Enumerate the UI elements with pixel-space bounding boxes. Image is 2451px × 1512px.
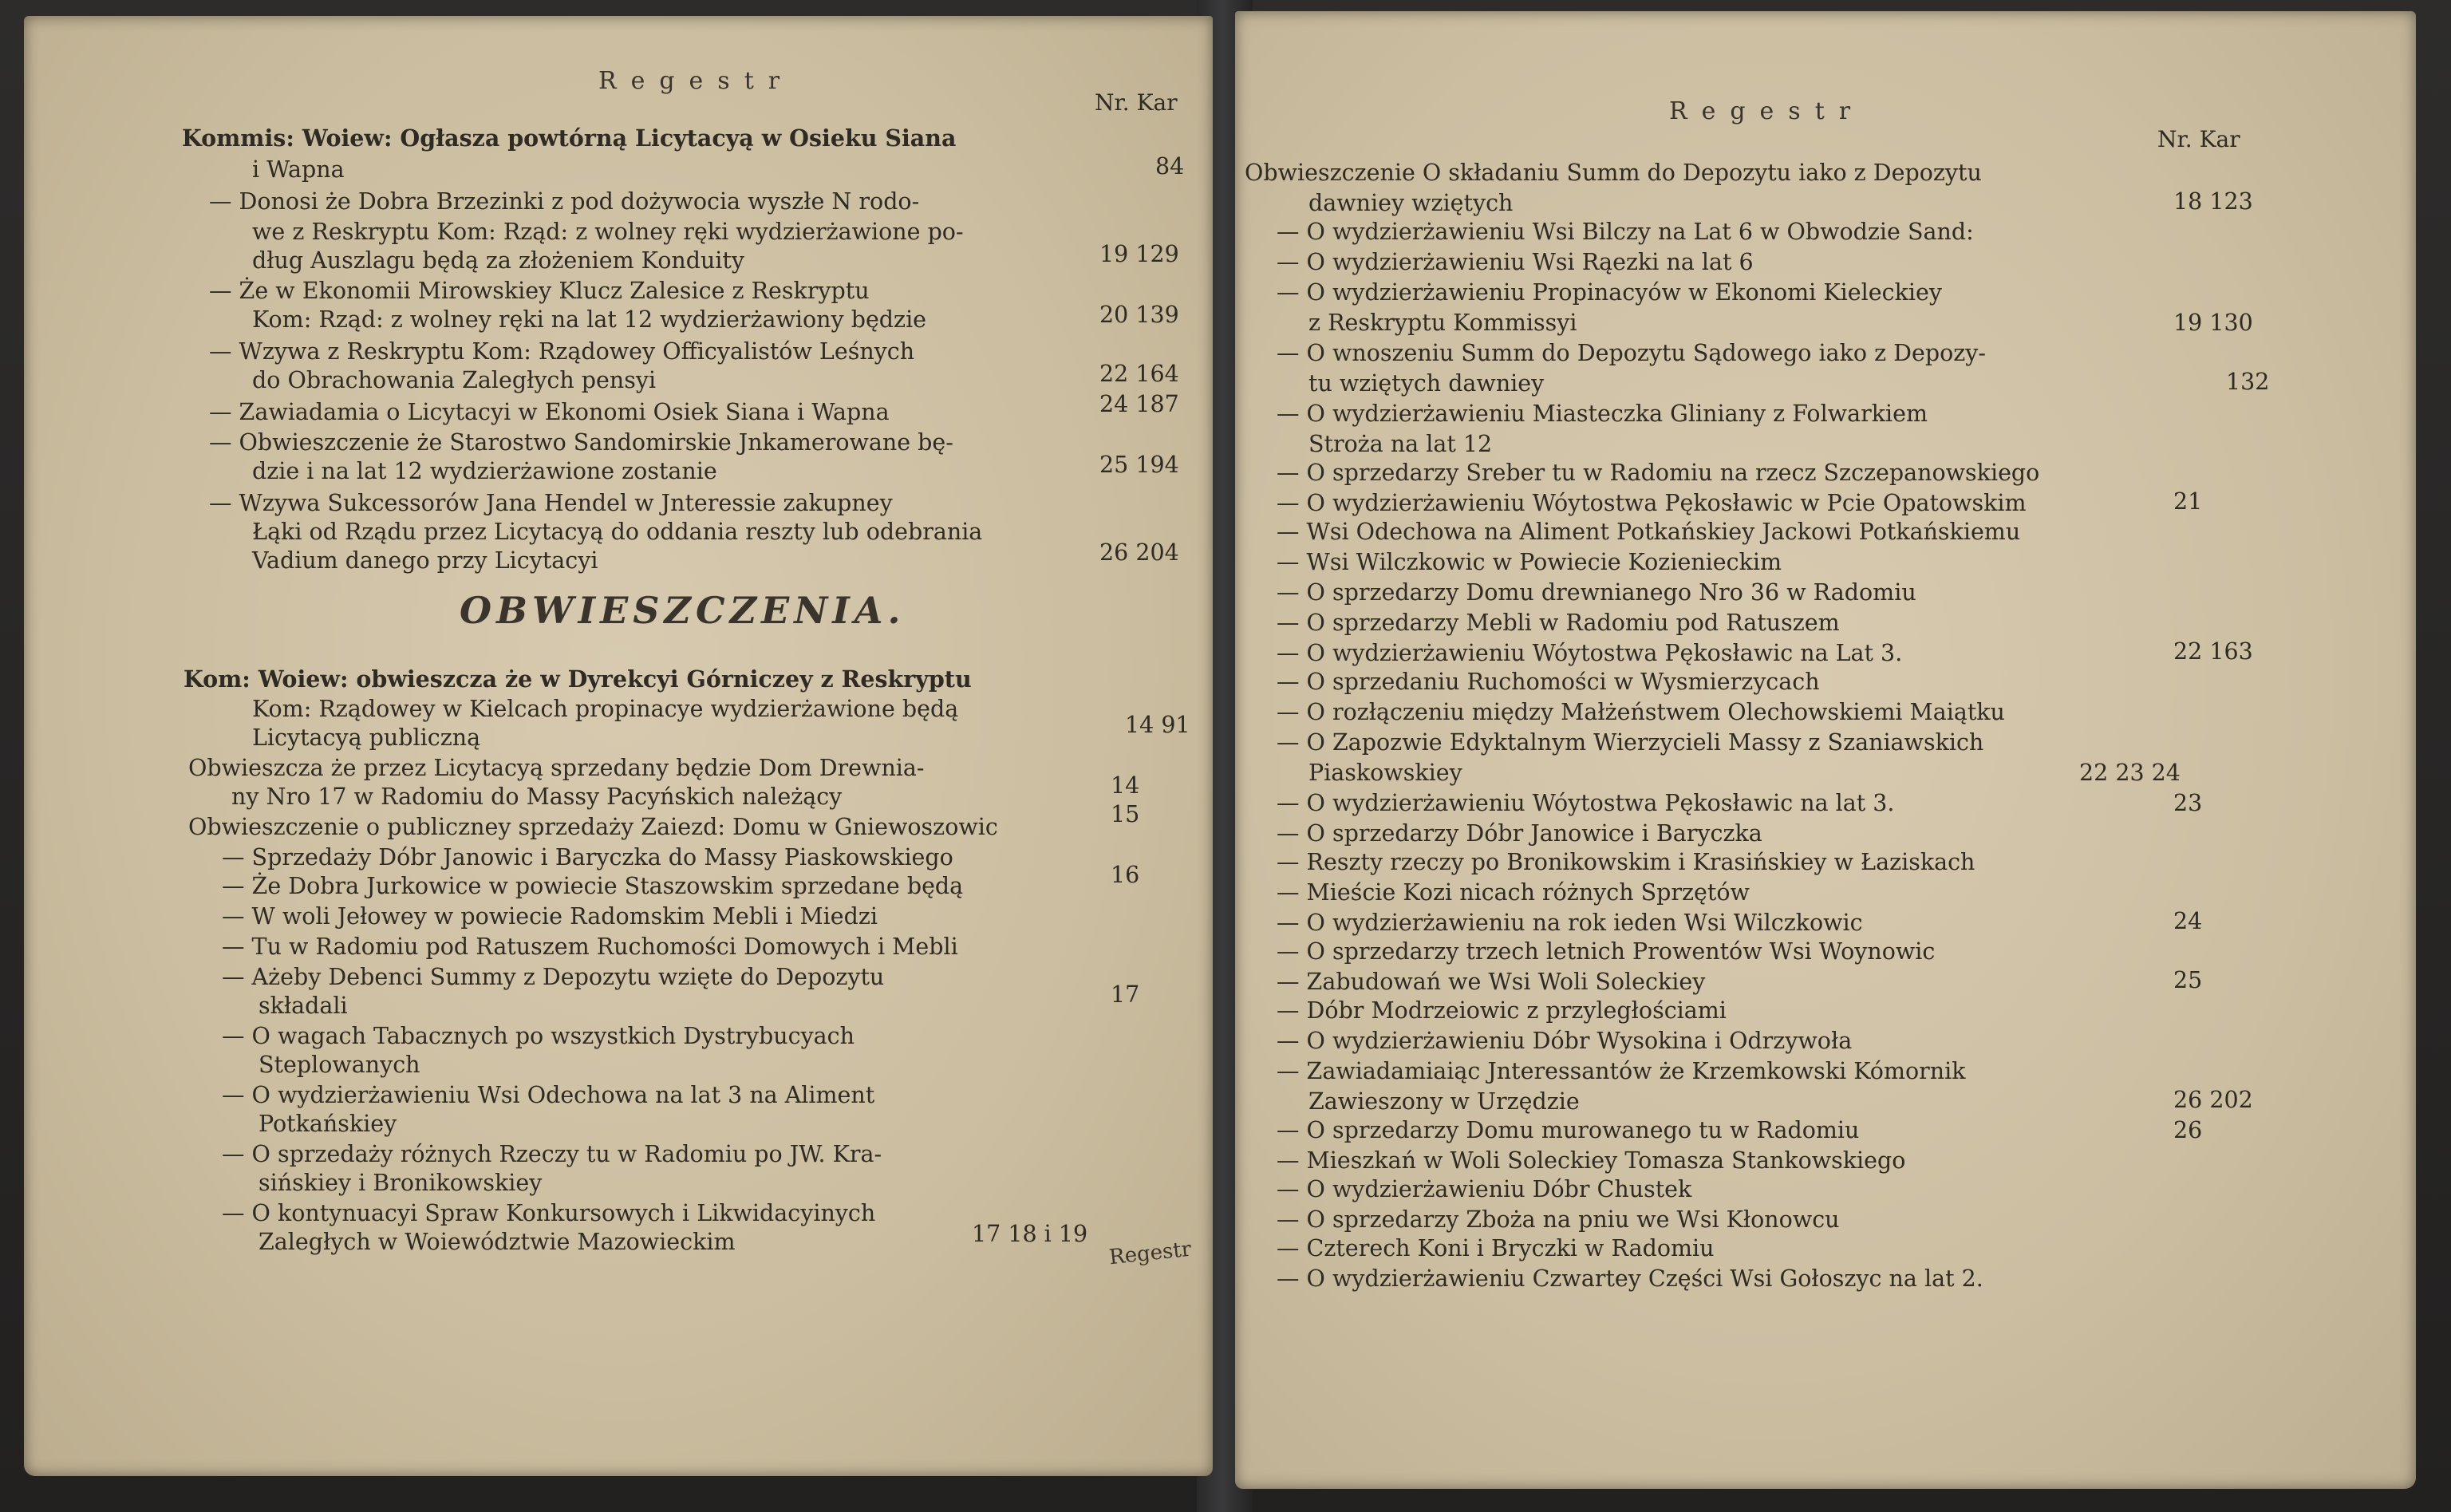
entry-line: — Ażeby Debenci Summy z Depozytu wzięte do Depozytu bbox=[222, 964, 885, 990]
page-ref: 22 23 24 bbox=[2079, 760, 2181, 786]
right-column-header: Nr. Kar bbox=[2157, 126, 2240, 152]
entry-line: — O sprzedarzy trzech letnich Prowentów Wsi Woynowic bbox=[1277, 938, 1936, 965]
page-ref: 21 bbox=[2173, 488, 2203, 515]
entry-line: do Obrachowania Zaległych pensyi bbox=[252, 367, 657, 393]
entry-line: Obwieszcza że przez Licytacyą sprzedany będzie Dom Drewnia- bbox=[188, 755, 925, 781]
entry-line: — O Zapozwie Edyktalnym Wierzycieli Massy z Szaniawskich bbox=[1277, 729, 1984, 756]
entry-line: — O wydzierżawieniu Wsi Rąezki na lat 6 bbox=[1277, 249, 1754, 275]
entry-line: — O wydzierżawieniu Wsi Bilczy na Lat 6 w Obwodzie Sand: bbox=[1277, 219, 1974, 245]
entry-line: — O sprzedaży różnych Rzeczy tu w Radomiu po JW. Kra- bbox=[222, 1141, 882, 1167]
page-ref: 19 129 bbox=[1099, 241, 1179, 267]
page-ref: 22 164 bbox=[1099, 361, 1179, 387]
page-ref: 132 bbox=[2226, 369, 2270, 395]
entry-line: — O wydzierżawieniu Czwartey Części Wsi Gołoszyc na lat 2. bbox=[1277, 1265, 1983, 1292]
entry-line: Zaległych w Woiewództwie Mazowieckim bbox=[259, 1229, 736, 1255]
entry-line: Zawieszony w Urzędzie bbox=[1308, 1088, 1580, 1115]
entry-line: — Donosi że Dobra Brzezinki z pod dożywocia wyszłe N rodo- bbox=[209, 188, 920, 215]
entry-line: Łąki od Rządu przez Licytacyą do oddania reszty lub odebrania bbox=[252, 519, 983, 545]
left-page-heading: Regestr bbox=[598, 67, 795, 95]
entry-line: Obwieszczenie o publiczney sprzedaży Zaiezd: Domu w Gniewoszowic bbox=[188, 814, 998, 840]
entry-line: — Sprzedaży Dóbr Janowic i Baryczka do Massy Piaskowskiego bbox=[222, 844, 953, 870]
entry-line: — O wydzierżawieniu Wóytostwa Pękosławic w Pcie Opatowskim bbox=[1277, 490, 2027, 516]
entry-line: z Reskryptu Kommissyi bbox=[1308, 310, 1577, 336]
entry-line: — Że w Ekonomii Mirowskiey Klucz Zalesice z Reskryptu bbox=[209, 278, 870, 304]
entry-line: — O wydzierżawieniu Wóytostwa Pękosławic na lat 3. bbox=[1277, 790, 1895, 816]
entry-line: — O wagach Tabacznych po wszystkich Dystrybucyach bbox=[222, 1023, 854, 1049]
entry-line: — O wydzierżawieniu na rok ieden Wsi Wilczkowic bbox=[1277, 910, 1863, 936]
page-ref: 23 bbox=[2173, 790, 2203, 816]
entry-line: we z Reskryptu Kom: Rząd: z wolney ręki wydzierżawione po- bbox=[252, 219, 964, 245]
entry-line: Kom: Rządowey w Kielcach propinacye wydzierżawione będą bbox=[252, 696, 959, 722]
page-ref: 16 bbox=[1111, 862, 1140, 888]
entry-line: — Tu w Radomiu pod Ratuszem Ruchomości Domowych i Mebli bbox=[222, 934, 958, 960]
entry-line: tu wziętych dawniey bbox=[1308, 370, 1545, 397]
page-ref: 26 bbox=[2173, 1117, 2203, 1143]
entry-line: — O sprzedaniu Ruchomości w Wysmierzycach bbox=[1277, 669, 1820, 695]
right-page-heading: Regestr bbox=[1669, 97, 1865, 125]
entry-line: — O kontynuacyi Spraw Konkursowych i Likwidacyinych bbox=[222, 1200, 876, 1226]
page-ref: 18 123 bbox=[2173, 188, 2253, 215]
page-ref: 14 bbox=[1111, 772, 1140, 799]
entry-line: dług Auszlagu będą za złożeniem Konduity bbox=[252, 247, 744, 274]
entry-line: — O sprzedarzy Sreber tu w Radomiu na rzecz Szczepanowskiego bbox=[1277, 460, 2040, 486]
entry-line: dawniey wziętych bbox=[1308, 190, 1514, 216]
entry-line: — Że Dobra Jurkowice w powiecie Staszowskim sprzedane będą bbox=[222, 873, 964, 899]
page-ref: 26 202 bbox=[2173, 1087, 2253, 1113]
entry-line: — O sprzedarzy Dóbr Janowice i Baryczka bbox=[1277, 820, 1762, 847]
page-ref: 24 187 bbox=[1099, 391, 1179, 417]
entry-line: — Wzywa Sukcessorów Jana Hendel w Jnteressie zakupney bbox=[209, 490, 893, 516]
page-ref: 26 204 bbox=[1099, 539, 1179, 566]
entry-line: — Zabudowań we Wsi Woli Soleckiey bbox=[1277, 969, 1706, 995]
entry-line: i Wapna bbox=[252, 156, 345, 183]
entry-line: Kom: Rząd: z wolney ręki na lat 12 wydzierżawiony będzie bbox=[252, 306, 927, 333]
entry-line: — O wydzierżawieniu Wsi Odechowa na lat 3 na Aliment bbox=[222, 1082, 875, 1108]
entry-line: Licytacyą publiczną bbox=[252, 724, 481, 751]
entry-line: — O wydzierżawieniu Miasteczka Gliniany z Folwarkiem bbox=[1277, 401, 1928, 427]
page-ref: 25 194 bbox=[1099, 452, 1179, 478]
entry-line: — Czterech Koni i Bryczki w Radomiu bbox=[1277, 1235, 1715, 1261]
entry-line: — Obwieszczenie że Starostwo Sandomirskie Jnkamerowane bę- bbox=[209, 429, 953, 456]
entry-line: — O wnoszeniu Summ do Depozytu Sądowego iako z Depozy- bbox=[1277, 340, 1987, 366]
entry-line: Piaskowskiey bbox=[1308, 760, 1462, 786]
entry-line: — O wydzierżawieniu Dóbr Chustek bbox=[1277, 1176, 1692, 1202]
entry-line: Kommis: Woiew: Ogłasza powtórną Licytacyą w Osieku Siana bbox=[182, 124, 957, 152]
entry-line: — Mieście Kozi nicach różnych Sprzętów bbox=[1277, 879, 1750, 906]
catchword: Regestr bbox=[1107, 1237, 1193, 1270]
entry-line: ny Nro 17 w Radomiu do Massy Pacyńskich należący bbox=[231, 784, 843, 810]
entry-line: — O sprzedarzy Zboża na pniu we Wsi Kłonowcu bbox=[1277, 1206, 1840, 1233]
page-ref: 17 bbox=[1111, 981, 1140, 1008]
entry-line: — O wydzierżawieniu Wóytostwa Pękosławic na Lat 3. bbox=[1277, 640, 1903, 666]
entry-line: dzie i na lat 12 wydzierżawione zostanie bbox=[252, 458, 717, 484]
entry-line: — Zawiadamiaiąc Jnteressantów że Krzemkowski Kómornik bbox=[1277, 1058, 1966, 1084]
page-ref: 84 bbox=[1155, 153, 1185, 180]
entry-line: Potkańskiey bbox=[259, 1111, 397, 1137]
entry-line: — Wsi Wilczkowic w Powiecie Kozienieckim bbox=[1277, 549, 1782, 575]
entry-line: sińskiey i Bronikowskiey bbox=[259, 1170, 543, 1196]
section-title: OBWIESZCZENIA. bbox=[460, 589, 906, 632]
entry-line: — O rozłączeniu między Małżeństwem Olechowskiemi Maiątku bbox=[1277, 699, 2005, 725]
entry-line: Steplowanych bbox=[259, 1052, 420, 1078]
page-ref: 20 139 bbox=[1099, 302, 1179, 328]
entry-line: Stroża na lat 12 bbox=[1308, 431, 1493, 457]
entry-line: — O sprzedarzy Domu drewnianego Nro 36 w Radomiu bbox=[1277, 579, 1916, 606]
page-ref: 24 bbox=[2173, 908, 2203, 934]
entry-line: Vadium danego przy Licytacyi bbox=[252, 547, 598, 574]
entry-line: składali bbox=[259, 993, 348, 1019]
page-ref: 17 18 i 19 bbox=[972, 1221, 1088, 1247]
entry-line: — O sprzedarzy Mebli w Radomiu pod Ratuszem bbox=[1277, 610, 1840, 636]
page-ref: 15 bbox=[1111, 801, 1140, 827]
entry-line: — O sprzedarzy Domu murowanego tu w Radomiu bbox=[1277, 1117, 1860, 1143]
entry-line: — W woli Jełowey w powiecie Radomskim Mebli i Miedzi bbox=[222, 903, 878, 930]
page-ref: 19 130 bbox=[2173, 310, 2253, 336]
page-ref: 25 bbox=[2173, 967, 2203, 993]
entry-line: — O wydzierżawieniu Propinacyów w Ekonomi Kieleckiey bbox=[1277, 279, 1942, 306]
entry-line: — Zawiadamia o Licytacyi w Ekonomi Osiek Siana i Wapna bbox=[209, 399, 890, 425]
page-ref: 22 163 bbox=[2173, 638, 2253, 665]
entry-line: Kom: Woiew: obwieszcza że w Dyrekcyi Górniczey z Reskryptu bbox=[184, 665, 972, 693]
left-column-header: Nr. Kar bbox=[1095, 89, 1178, 116]
entry-line: — Wsi Odechowa na Aliment Potkańskiey Jackowi Potkańskiemu bbox=[1277, 519, 2021, 545]
entry-line: — O wydzierżawieniu Dóbr Wysokina i Odrzywoła bbox=[1277, 1028, 1853, 1054]
entry-line: — Wzywa z Reskryptu Kom: Rządowey Officyalistów Leśnych bbox=[209, 338, 915, 365]
page-ref: 14 91 bbox=[1125, 712, 1190, 738]
entry-line: — Reszty rzeczy po Bronikowskim i Krasińskiey w Łaziskach bbox=[1277, 849, 1975, 875]
entry-line: Obwieszczenie O składaniu Summ do Depozytu iako z Depozytu bbox=[1245, 160, 1982, 186]
entry-line: — Mieszkań w Woli Soleckiey Tomasza Stankowskiego bbox=[1277, 1147, 1906, 1174]
entry-line: — Dóbr Modrzeiowic z przyległościami bbox=[1277, 997, 1727, 1024]
